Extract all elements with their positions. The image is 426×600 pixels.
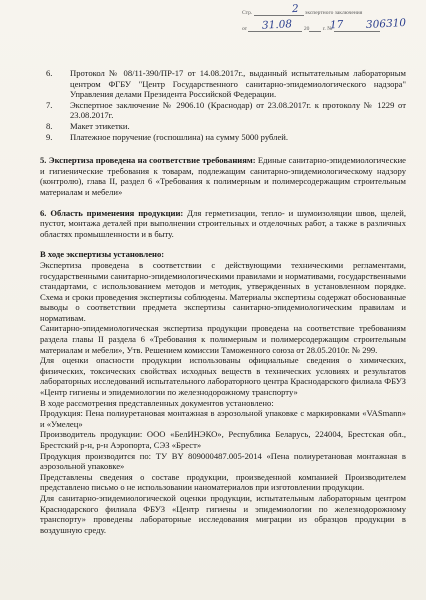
page-stamp: [232, 2, 418, 56]
list-item: 9. Платежное поручение (госпошлина) на сумму 5000 рублей.: [46, 131, 289, 142]
document-list: [40, 68, 406, 142]
established-heading: В ходе экспертизы установлено:: [40, 249, 165, 260]
paragraph: Для оценки опасности продукции использованы официальные сведения о химических, физических, токсических свойствах исходных веществ в технических условиях и результатов лабораторных исследований испытательного лабораторного центра Краснодарского филиала ФБУЗ «Центр гигиены и эпидемиологии по железнодорожному транспорту»: [40, 355, 406, 398]
stamp-number-value: 306310: [365, 16, 407, 32]
section-5-heading: 5. Экспертиза проведена на соответствие требованиям:: [40, 155, 256, 166]
document-body: [40, 68, 406, 535]
section-6: [40, 208, 406, 240]
paragraph: Представлены сведения о составе продукции, произведенной компанией Производителем представлено письмо о не использовании наноматериалов при изготовлении продукции.: [40, 471, 406, 493]
list-item: 6. Протокол № 08/11-390/ПР-17 от 14.08.2017г., выданный испытательным лабораторным центром ФГБУ "Центр Государственного санитарно-эпидемиологического надзора" Управления делами Президента Российской Федерации.: [46, 68, 406, 100]
stamp-date-prefix: от: [242, 26, 248, 32]
paragraph: Продукция: Пена полиуретановая монтажная в аэрозольной упаковке с маркировками «VASmann» и «Умелец»: [40, 408, 406, 429]
stamp-date-value: 31.08: [261, 18, 293, 32]
section-5: [40, 155, 406, 197]
stamp-year-suffix: г. №: [322, 26, 333, 32]
section-5-text: Единые санитарно-эпидемиологические и гигиенические требования к товарам, подлежащим санитарно-эпидемиологическому надзору (контролю), глава II, раздел 6 «Требования к полимерным и полимерсодержащим строительным материалам и мебели»: [40, 155, 407, 197]
paragraph: Санитарно-эпидемиологическая экспертиза продукции проведена на соответствие требованиям раздела главы II раздела 6 «Требования к полимерным и полимерсодержащим строительным материалам и мебели», Утв. Решением комиссии Таможенного союза от 28.05.2010г. № 299.: [40, 323, 406, 355]
stamp-page-value: 2: [291, 2, 299, 16]
stamp-page-suffix: экспертного заключения: [304, 10, 363, 16]
section-6-text: Для герметизации, тепло- и шумоизоляции швов, щелей, пустот, монтажа деталей при выполнении строительных и отделочных работ, а также в различных областях промышленности и в быту.: [40, 207, 406, 239]
stamp-year-value: 17: [329, 18, 344, 32]
paragraph: Для санитарно-эпидемиологической оценки продукции, испытательным лабораторным центром Краснодарского филиала ФБУЗ «Центр гигиены и эпидемиологии по железнодорожному транспорту» проведены лабораторные исследования миграции из образцов продукции в воздушную среду.: [40, 492, 406, 535]
list-item: 7. Экспертное заключение № 2906.10 (Краснодар) от 23.08.2017г. к протоколу № 1229 от 23.08.2017г.: [46, 99, 406, 121]
section-6-heading: 6. Область применения продукции:: [40, 207, 184, 218]
paragraph: Производитель продукции: ООО «БелИНЭКО», Республика Беларусь, 224004, Брестская обл., Брестский р-н, р-н Аэропорта, СЭЗ «Брест»: [40, 429, 406, 450]
list-item: 8. Макет этикетки.: [46, 120, 130, 131]
paragraph: Экспертиза проведена в соответствии с действующими техническими регламентами, государственными санитарно-эпидемиологическими правилами и нормативами, государственными стандартами, с использованием методов и методик, утвержденных в установленном порядке. Схема и сроки проведения экспертизы соблюдены. Материалы экспертизы содержат обоснованные выводы о соответствии предмета экспертизы санитарно-эпидемиологическим правилам и нормативам.: [40, 259, 406, 323]
paragraph: Продукция производится по: ТУ BY 809000487.005-2014 «Пена полиуретановая монтажная в аэрозольной упаковке»: [40, 450, 406, 472]
stamp-year-prefix: 20: [303, 26, 310, 32]
paragraph: В ходе рассмотрения представленных документов установлено:: [40, 397, 274, 408]
established-section: [40, 249, 406, 535]
stamp-page-prefix: Стр.: [242, 10, 253, 16]
